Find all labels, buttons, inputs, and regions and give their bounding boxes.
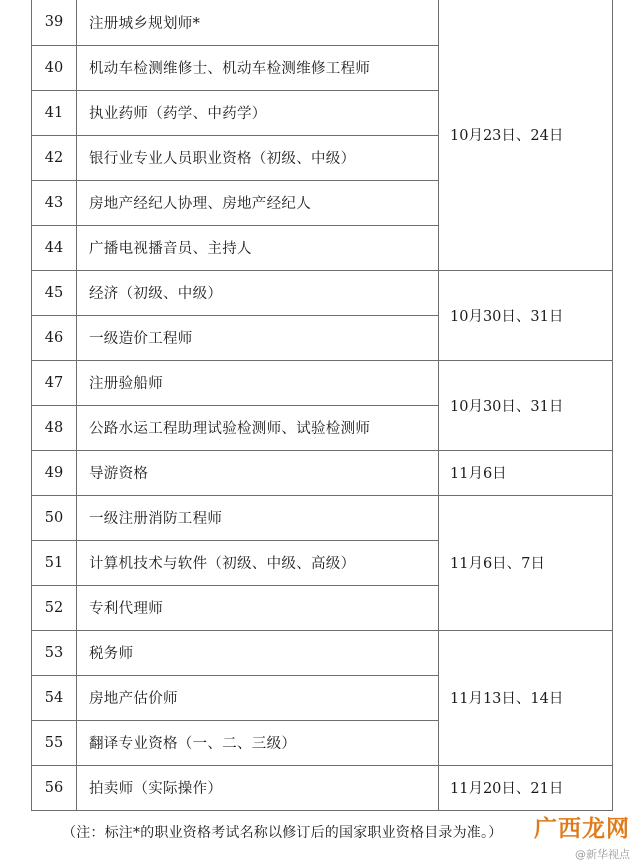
qualification-name: 机动车检测维修士、机动车检测维修工程师 [77,45,439,90]
qualification-name: 公路水运工程助理试验检测师、试验检测师 [77,405,439,450]
row-number: 43 [32,180,77,225]
qualification-name: 专利代理师 [77,585,439,630]
row-number: 54 [32,675,77,720]
row-number: 50 [32,495,77,540]
table-row [32,495,613,540]
exam-date: 11月13日、14日 [439,630,613,765]
qualification-name: 拍卖师（实际操作） [77,765,439,810]
table-row [32,765,613,810]
exam-date: 11月6日、7日 [439,495,613,630]
row-number: 40 [32,45,77,90]
qualification-name: 经济（初级、中级） [77,270,439,315]
table-row [32,0,613,45]
qualification-name: 导游资格 [77,450,439,495]
qualification-name: 一级注册消防工程师 [77,495,439,540]
watermark-source: @新华视点 [575,848,630,861]
row-number: 47 [32,360,77,405]
row-number: 51 [32,540,77,585]
row-number: 44 [32,225,77,270]
qualification-name: 注册验船师 [77,360,439,405]
qualification-name: 房地产估价师 [77,675,439,720]
exam-date: 11月6日 [439,450,613,495]
exam-date: 11月20日、21日 [439,765,613,810]
qualification-name: 计算机技术与软件（初级、中级、高级） [77,540,439,585]
watermark [534,816,630,861]
exam-date: 10月30日、31日 [439,360,613,450]
qualification-name: 一级造价工程师 [77,315,439,360]
row-number: 55 [32,720,77,765]
qualification-name: 翻译专业资格（一、二、三级） [77,720,439,765]
table-row [32,630,613,675]
watermark-logo: 广西龙网 [534,816,630,842]
qualification-name: 税务师 [77,630,439,675]
table-row [32,270,613,315]
row-number: 48 [32,405,77,450]
table-row [32,450,613,495]
row-number: 41 [32,90,77,135]
row-number: 42 [32,135,77,180]
qualification-name: 注册城乡规划师* [77,0,439,45]
qualification-name: 广播电视播音员、主持人 [77,225,439,270]
row-number: 45 [32,270,77,315]
table-row [32,360,613,405]
row-number: 53 [32,630,77,675]
exam-date: 10月30日、31日 [439,270,613,360]
row-number: 46 [32,315,77,360]
exam-date: 10月23日、24日 [439,0,613,270]
row-number: 39 [32,0,77,45]
row-number: 52 [32,585,77,630]
footnote: （注：标注*的职业资格考试名称以修订后的国家职业资格目录为准。） [62,825,503,841]
row-number: 56 [32,765,77,810]
row-number: 49 [32,450,77,495]
qualification-name: 银行业专业人员职业资格（初级、中级） [77,135,439,180]
qualification-name: 房地产经纪人协理、房地产经纪人 [77,180,439,225]
exam-schedule-table [31,0,613,811]
qualification-name: 执业药师（药学、中药学） [77,90,439,135]
